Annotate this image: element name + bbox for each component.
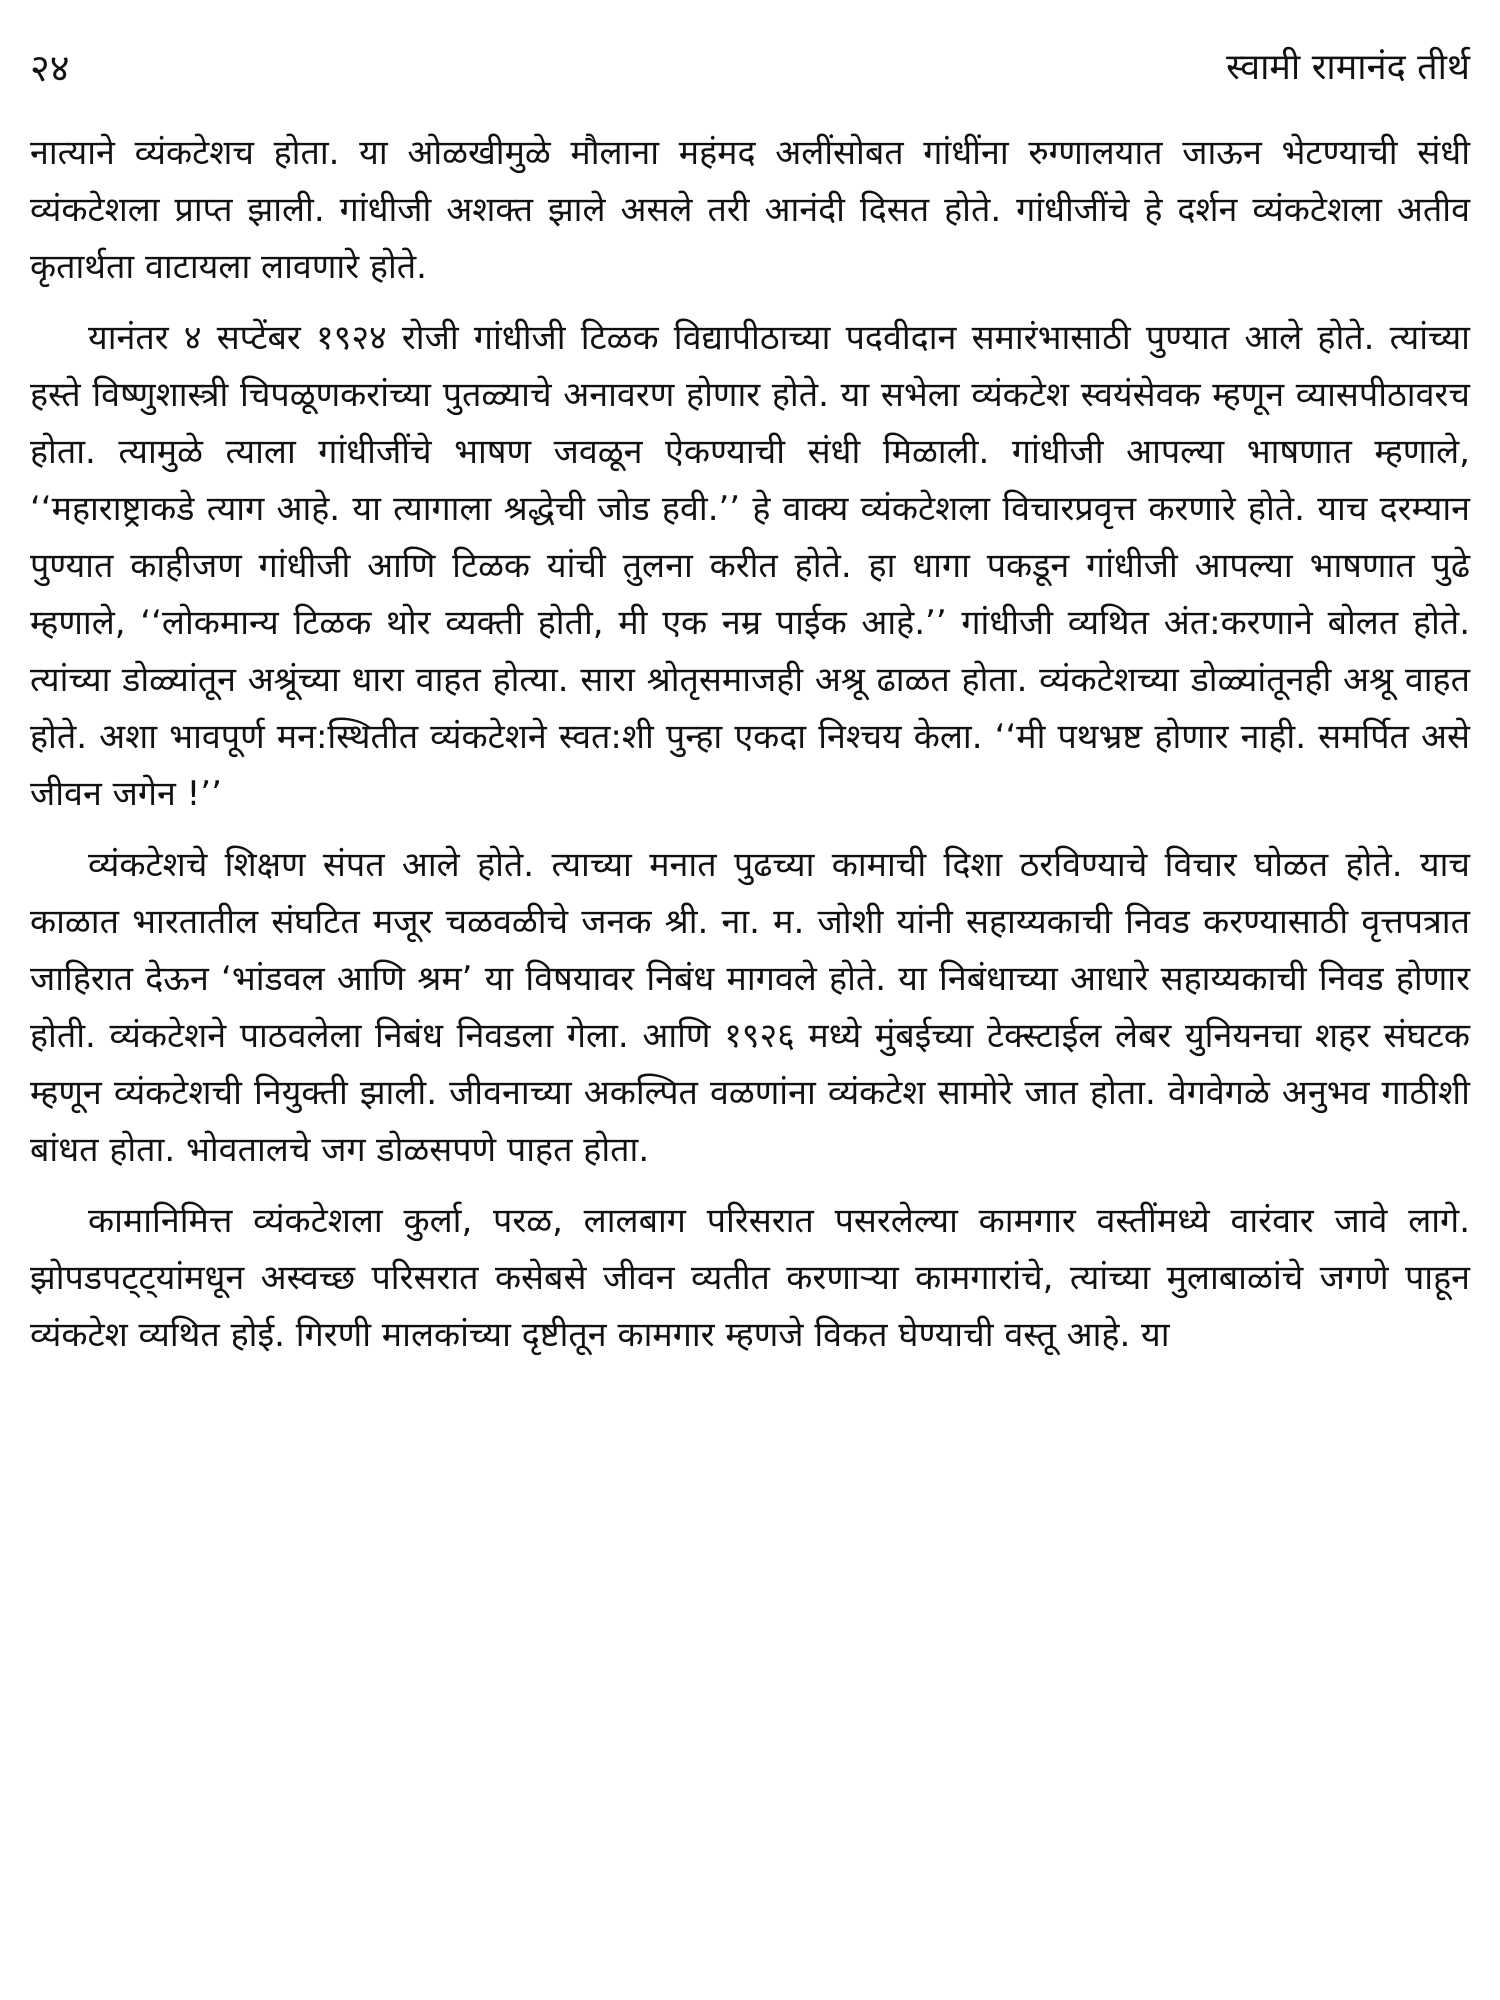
running-title: स्वामी रामानंद तीर्थ bbox=[1226, 47, 1470, 88]
paragraph: कामानिमित्त व्यंकटेशला कुर्ला, परळ, लालबाग परिसरात पसरलेल्या कामगार वस्तींमध्ये वारंवार जावे लागे. झोपडपट्ट्यांमधून अस्वच्छ परिसरात कसेबसे जीवन व्यतीत करणाऱ्या कामगारांचे, त्यांच्या मुलाबाळांचे जगणे पाहून व्यंकटेश व्यथित होई. गिरणी मालकांच्या दृष्टीतून कामगार म्हणजे विकत घेण्याची वस्तू आहे. या bbox=[30, 1201, 1470, 1355]
body-text bbox=[30, 125, 1470, 1378]
page-number: २४ bbox=[30, 46, 70, 90]
paragraph-continued: नात्याने व्यंकटेशच होता. या ओळखीमुळे मौलाना महंमद अलींसोबत गांधींना रुग्णालयात जाऊन भेटण्याची संधी व्यंकटेशला प्राप्त झाली. गांधीजी अशक्त झाले असले तरी आनंदी दिसत होते. गांधीजींचे हे दर्शन व्यंकटेशला अतीव कृतार्थता वाटायला लावणारे होते. bbox=[30, 133, 1470, 287]
paragraph: यानंतर ४ सप्टेंबर १९२४ रोजी गांधीजी टिळक विद्यापीठाच्या पदवीदान समारंभासाठी पुण्यात आले होते. त्यांच्या हस्ते विष्णुशास्त्री चिपळूणकरांच्या पुतळ्याचे अनावरण होणार होते. या सभेला व्यंकटेश स्वयंसेवक म्हणून व्यासपीठावरच होता. त्यामुळे त्याला गांधीजींचे भाषण जवळून ऐकण्याची संधी मिळाली. गांधीजी आपल्या भाषणात म्हणाले, ‘‘महाराष्ट्राकडे त्याग आहे. या त्यागाला श्रद्धेची जोड हवी.’’ हे वाक्य व्यंकटेशला विचारप्रवृत्त करणारे होते. याच दरम्यान पुण्यात काहीजण गांधीजी आणि टिळक यांची तुलना करीत होते. हा धागा पकडून गांधीजी आपल्या भाषणात पुढे म्हणाले, ‘‘लोकमान्य टिळक थोर व्यक्ती होती, मी एक नम्र पाईक आहे.’’ गांधीजी व्यथित अंत:करणाने बोलत होते. त्यांच्या डोळ्यांतून अश्रूंच्या धारा वाहत होत्या. सारा श्रोतृसमाजही अश्रू ढाळत होता. व्यंकटेशच्या डोळ्यांतूनही अश्रू वाहत होते. अशा भावपूर्ण मन:स्थितीत व्यंकटेशने स्वत:शी पुन्हा एकदा निश्चय केला. ‘‘मी पथभ्रष्ट होणार नाही. समर्पित असे जीवन जगेन !’’ bbox=[30, 318, 1470, 814]
page-header bbox=[30, 38, 1470, 98]
paragraph: व्यंकटेशचे शिक्षण संपत आले होते. त्याच्या मनात पुढच्या कामाची दिशा ठरविण्याचे विचार घोळत होते. याच काळात भारतातील संघटित मजूर चळवळीचे जनक श्री. ना. म. जोशी यांनी सहाय्यकाची निवड करण्यासाठी वृत्तपत्रात जाहिरात देऊन ‘भांडवल आणि श्रम’ या विषयावर निबंध मागवले होते. या निबंधाच्या आधारे सहाय्यकाची निवड होणार होती. व्यंकटेशने पाठवलेला निबंध निवडला गेला. आणि १९२६ मध्ये मुंबईच्या टेक्स्टाईल लेबर युनियनचा शहर संघटक म्हणून व्यंकटेशची नियुक्ती झाली. जीवनाच्या अकल्पित वळणांना व्यंकटेश सामोरे जात होता. वेगवेगळे अनुभव गाठीशी बांधत होता. भोवतालचे जग डोळसपणे पाहत होता. bbox=[30, 845, 1470, 1170]
